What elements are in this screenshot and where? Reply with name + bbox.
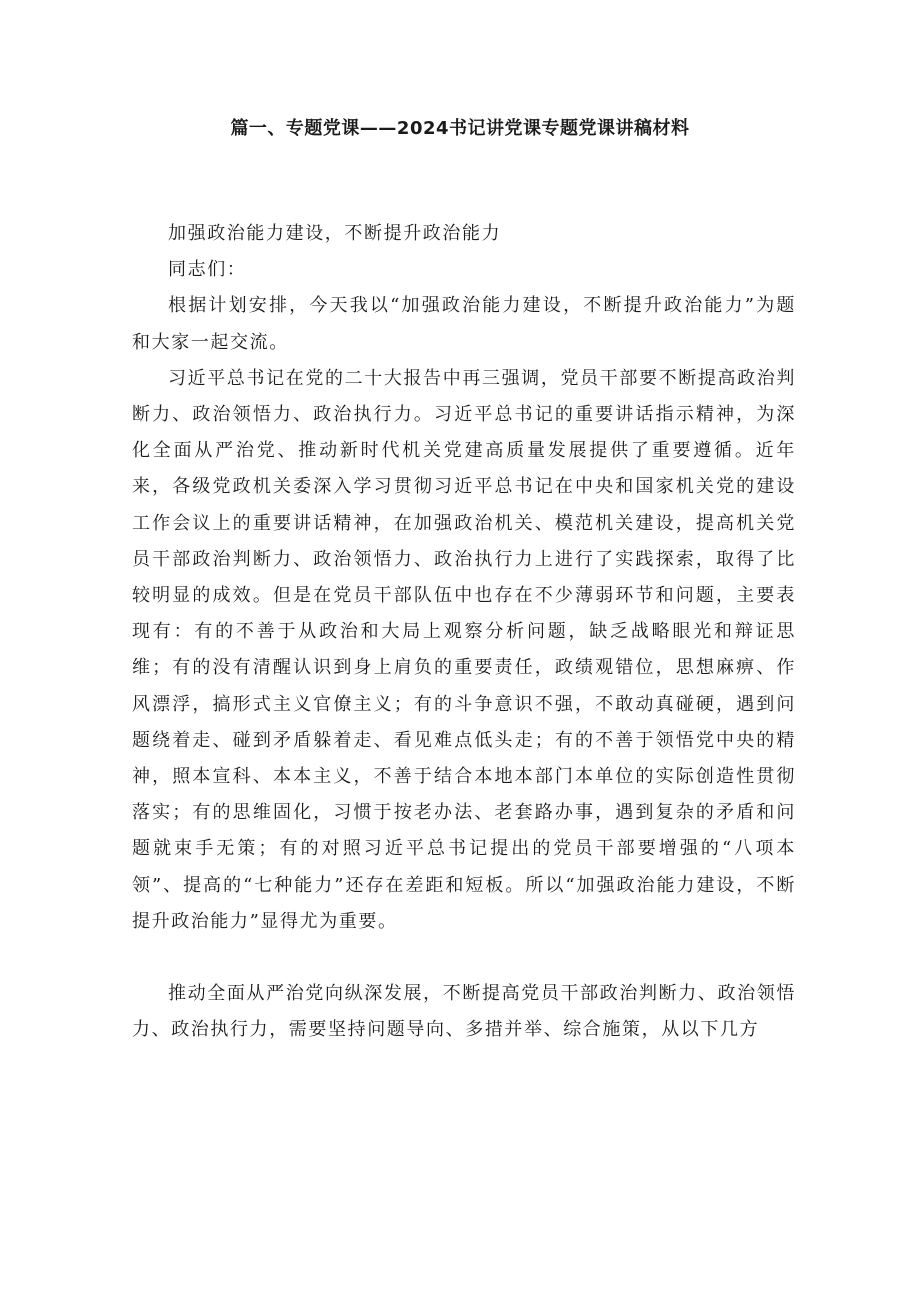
body-paragraph: 根据计划安排，今天我以“加强政治能力建设，不断提升政治能力”为题和大家一起交流。 <box>132 295 796 353</box>
speech-heading: 加强政治能力建设，不断提升政治能力 <box>168 223 502 244</box>
salutation: 同志们： <box>168 259 247 281</box>
document-title: 篇一、专题党课——2024书记讲党课专题党课讲稿材料 <box>230 118 690 139</box>
document-body <box>132 216 796 1048</box>
body-paragraph: 习近平总书记在党的二十大报告中再三强调，党员干部要不断提高政治判断力、政治领悟力、政治执行力。习近平总书记的重要讲话指示精神，为深化全面从严治党、推动新时代机关党建高质量发展提供了重要遵循。近年来，各级党政机关委深入学习贯彻习近平总书记在中央和国家机关党的建设工作会议上的重要讲话精神，在加强政治机关、模范机关建设，提高机关党员干部政治判断力、政治领悟力、政治执行力上进行了实践探索，取得了比较明显的成效。但是在党员干部队伍中也存在不少薄弱环节和问题，主要表现有：有的不善于从政治和大局上观察分析问题，缺乏战略眼光和辩证思维；有的没有清醒认识到身上肩负的重要责任，政绩观错位，思想麻痹、作风漂浮，搞形式主义官僚主义；有的斗争意识不强，不敢动真碰硬，遇到问题绕着走、碰到矛盾躲着走、看见难点低头走；有的不善于领悟党中央的精神，照本宣科、本本主义，不善于结合本地本部门本单位的实际创造性贯彻落实；有的思维固化，习惯于按老办法、老套路办事，遇到复杂的矛盾和问题就束手无策；有的对照习近平总书记提出的党员干部要增强的“八项本领”、提高的“七种能力”还存在差距和短板。所以“加强政治能力建设，不断提升政治能力”显得尤为重要。 <box>132 367 796 932</box>
body-paragraph: 推动全面从严治党向纵深发展，不断提高党员干部政治判断力、政治领悟力、政治执行力，需要坚持问题导向、多措并举、综合施策，从以下几方 <box>132 983 796 1041</box>
